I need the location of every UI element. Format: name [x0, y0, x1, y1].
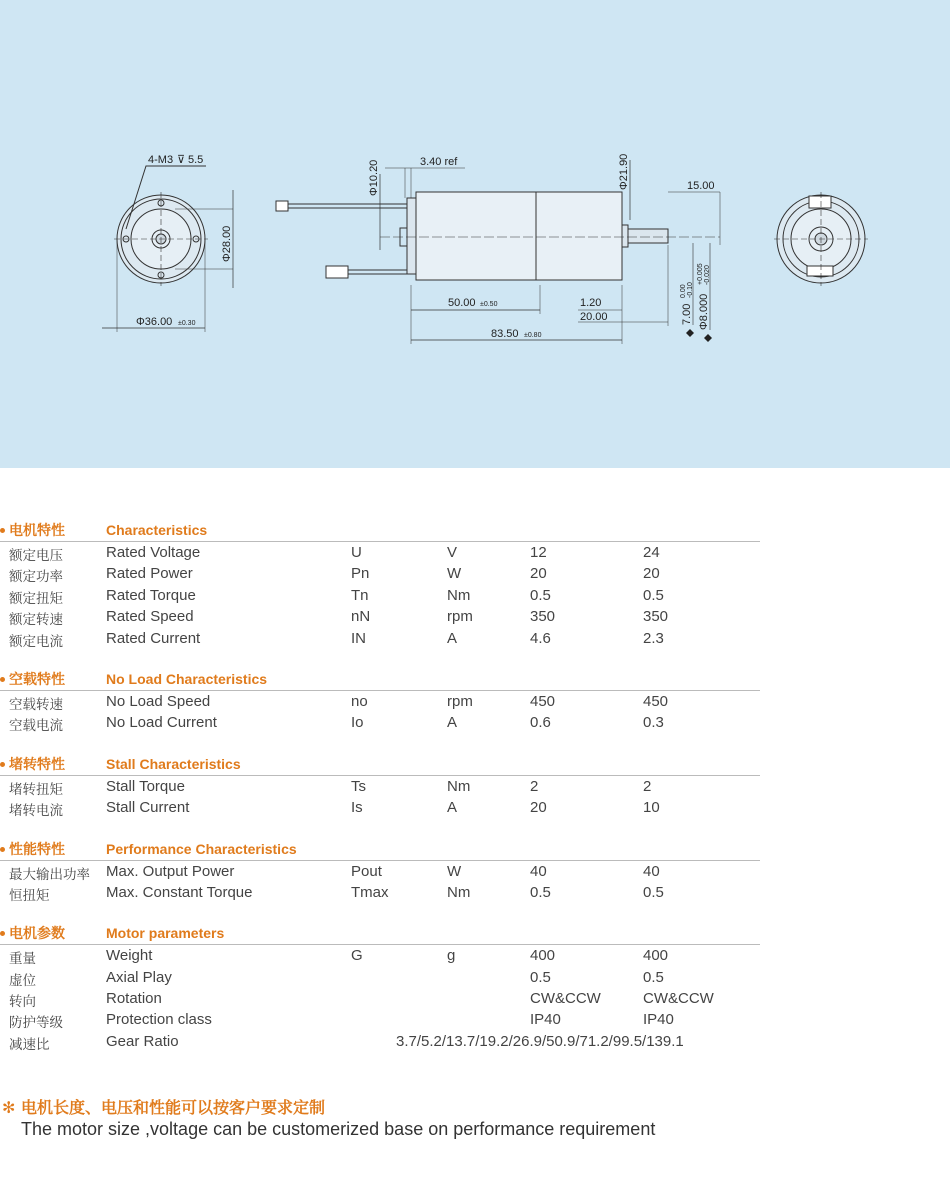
value-1: 40: [530, 862, 547, 880]
unit: g: [447, 947, 456, 965]
value-2: 450: [643, 692, 669, 710]
dim-len-15: 15.00: [687, 180, 715, 192]
section-header: [0, 520, 950, 542]
dim-d7-tol-lo: -0.10: [687, 282, 694, 298]
label-zh: 防护等级: [9, 1015, 63, 1032]
label-zh: 虚位: [9, 972, 36, 989]
section-motor-parameters: [0, 923, 950, 1052]
label-zh: 额定电压: [9, 548, 63, 564]
label-en: No Load Current: [106, 714, 217, 732]
value-1: 450: [530, 692, 556, 710]
dim-len-50: 50.00: [448, 297, 476, 309]
value-1: 400: [530, 947, 556, 965]
depth-icon: ⊽: [177, 154, 186, 166]
value-1: 4.6: [530, 629, 551, 647]
dim-len-50-tol: ±0.50: [480, 301, 498, 308]
section-title-zh: 电机参数: [9, 926, 65, 943]
label-zh: 额定扭矩: [9, 590, 63, 607]
spec-row: [0, 628, 950, 649]
label-zh: 减速比: [9, 1036, 50, 1053]
technical-drawing: [0, 0, 950, 468]
section-characteristics: [0, 520, 950, 649]
section-no-load: [0, 669, 950, 734]
dim-d7: 7.00: [681, 303, 693, 325]
spec-row: [0, 988, 950, 1009]
label-zh: 额定功率: [9, 569, 63, 586]
label-en: Rated Speed: [106, 608, 194, 626]
label-en: Rotation: [106, 990, 162, 1008]
bullet-icon: [0, 762, 5, 767]
value-1: 0.5: [530, 968, 551, 986]
symbol: G: [351, 947, 363, 965]
dim-len-1-2: 1.20: [580, 297, 602, 309]
unit: Nm: [447, 586, 471, 604]
section-header: [0, 839, 950, 861]
spec-row: [0, 882, 950, 903]
value-1: 20: [530, 799, 547, 817]
value-2: CW&CCW: [643, 990, 714, 1008]
section-title-zh: 性能特性: [9, 841, 65, 858]
value-2: 0.5: [643, 968, 664, 986]
spec-row: [0, 542, 950, 563]
label-en: Rated Torque: [106, 586, 196, 604]
symbol: Pn: [351, 565, 370, 583]
spec-row: [0, 691, 950, 712]
bullet-icon: [0, 931, 5, 936]
dim-diameter-28: Φ28.00: [221, 225, 233, 262]
symbol: no: [351, 692, 368, 710]
unit: A: [447, 799, 458, 817]
value-1: CW&CCW: [530, 990, 601, 1008]
dim-diameter-36: Φ36.00: [136, 316, 173, 328]
section-header: [0, 923, 950, 945]
symbol: Tmax: [351, 883, 389, 901]
section-title-en: No Load Characteristics: [106, 670, 268, 687]
value-2: 350: [643, 608, 669, 626]
label-en: Gear Ratio: [106, 1032, 179, 1050]
section-title-zh: 空载特性: [9, 671, 65, 688]
value-2: IP40: [643, 1011, 674, 1029]
unit: rpm: [447, 692, 473, 710]
label-zh: 恒扭矩: [9, 887, 50, 904]
motor-dimension-drawing: [0, 0, 950, 468]
value-1: 350: [530, 608, 556, 626]
symbol: Io: [351, 714, 364, 732]
dim-diameter-36-tol: ±0.30: [178, 320, 196, 327]
value-2: 400: [643, 947, 669, 965]
side-view: [276, 160, 720, 344]
value-2: 24: [643, 544, 660, 561]
unit: V: [447, 544, 458, 561]
value-1: 20: [530, 565, 547, 583]
spec-row: [0, 712, 950, 733]
label-zh: 堵转扭矩: [9, 781, 63, 798]
section-title-en: Stall Characteristics: [106, 755, 241, 772]
spec-row: [0, 861, 950, 882]
dim-len-83-tol: ±0.80: [524, 332, 542, 339]
symbol: Tn: [351, 586, 369, 604]
label-en: Axial Play: [106, 968, 172, 986]
dim-d8-tol-lo: -0.020: [704, 265, 711, 285]
label-en: No Load Speed: [106, 692, 211, 710]
section-performance: [0, 839, 950, 904]
value-1: 0.6: [530, 714, 551, 732]
label-en: Max. Constant Torque: [106, 883, 253, 901]
unit: Nm: [447, 777, 471, 795]
spec-row: [0, 563, 950, 584]
label-en: Protection class: [106, 1011, 212, 1029]
label-zh: 转向: [9, 994, 36, 1011]
label-zh: 额定电流: [9, 633, 63, 650]
label-en: Rated Current: [106, 629, 201, 647]
spec-row: [0, 1009, 950, 1030]
value-2: 0.3: [643, 714, 664, 732]
dim-len-20: 20.00: [580, 311, 608, 323]
value-2: 2.3: [643, 629, 664, 647]
symbol: U: [351, 544, 362, 561]
value-2: 40: [643, 862, 660, 880]
label-en: Rated Voltage: [106, 544, 201, 561]
dim-d8-tol-hi: +0.005: [697, 263, 704, 285]
spec-row: [0, 606, 950, 627]
label-zh: 堵转电流: [9, 803, 63, 820]
symbol: Is: [351, 799, 363, 817]
section-header: [0, 669, 950, 691]
label-zh: 额定转速: [9, 612, 63, 629]
label-zh: 空载电流: [9, 718, 63, 735]
spec-row: [0, 967, 950, 988]
value-2: 0.5: [643, 586, 664, 604]
value-1: IP40: [530, 1011, 561, 1029]
dim-d21: Φ21.90: [618, 153, 630, 190]
section-title-en: Motor parameters: [106, 925, 225, 942]
unit: A: [447, 629, 458, 647]
dim-d8: Φ8.000: [698, 293, 710, 330]
dim-len-83: 83.50: [491, 328, 519, 340]
label-en: Weight: [106, 947, 153, 965]
note-zh: ✻ 电机长度、电压和性能可以按客户要求定制: [2, 1098, 325, 1117]
spec-row: [0, 945, 950, 966]
dim-thread-depth: 5.5: [188, 154, 204, 166]
dim-d10: Φ10.20: [368, 159, 380, 196]
symbol: Pout: [351, 862, 382, 880]
section-title-en: Characteristics: [106, 522, 208, 538]
value-1: 2: [530, 777, 539, 795]
label-en: Stall Torque: [106, 777, 185, 795]
unit: rpm: [447, 608, 473, 626]
value-2: 2: [643, 777, 652, 795]
spec-row: [0, 776, 950, 797]
label-en: Max. Output Power: [106, 862, 235, 880]
unit: W: [447, 565, 462, 583]
value-1: 0.5: [530, 883, 551, 901]
bullet-icon: [0, 847, 5, 852]
rear-view: [774, 192, 868, 286]
section-title-zh: 电机特性: [9, 523, 65, 539]
specifications: [0, 520, 950, 1052]
label-en: Stall Current: [106, 799, 190, 817]
symbol: IN: [351, 629, 366, 647]
value-1: 0.5: [530, 586, 551, 604]
label-zh: 重量: [9, 951, 36, 968]
section-title-zh: 堵转特性: [9, 756, 65, 773]
label-en: Rated Power: [106, 565, 193, 583]
section-title-en: Performance Characteristics: [106, 840, 297, 857]
value-1: 12: [530, 544, 547, 561]
value-2: 10: [643, 799, 660, 817]
section-header: [0, 754, 950, 776]
spec-row: [0, 1031, 950, 1052]
value-2: 20: [643, 565, 660, 583]
label-zh: 最大输出功率: [9, 866, 90, 883]
note-en: The motor size ,voltage can be customerized base on performance requirement: [21, 1119, 656, 1139]
bullet-icon: [0, 677, 5, 682]
spec-row: [0, 585, 950, 606]
dim-thread: 4-M3: [148, 154, 174, 166]
symbol: Ts: [351, 777, 366, 795]
dim-d7-tol-hi: 0.00: [680, 284, 687, 298]
unit: Nm: [447, 883, 471, 901]
unit: W: [447, 862, 462, 880]
dim-ref: 3.40 ref: [420, 156, 458, 168]
symbol: nN: [351, 608, 371, 626]
front-view: [102, 166, 233, 332]
unit: A: [447, 714, 458, 732]
gear-ratio-values: 3.7/5.2/13.7/19.2/26.9/50.9/71.2/99.5/139.1: [396, 1032, 684, 1050]
label-zh: 空载转速: [9, 696, 63, 713]
value-2: 0.5: [643, 883, 664, 901]
spec-row: [0, 797, 950, 818]
section-stall: [0, 754, 950, 819]
bullet-icon: [0, 528, 5, 533]
